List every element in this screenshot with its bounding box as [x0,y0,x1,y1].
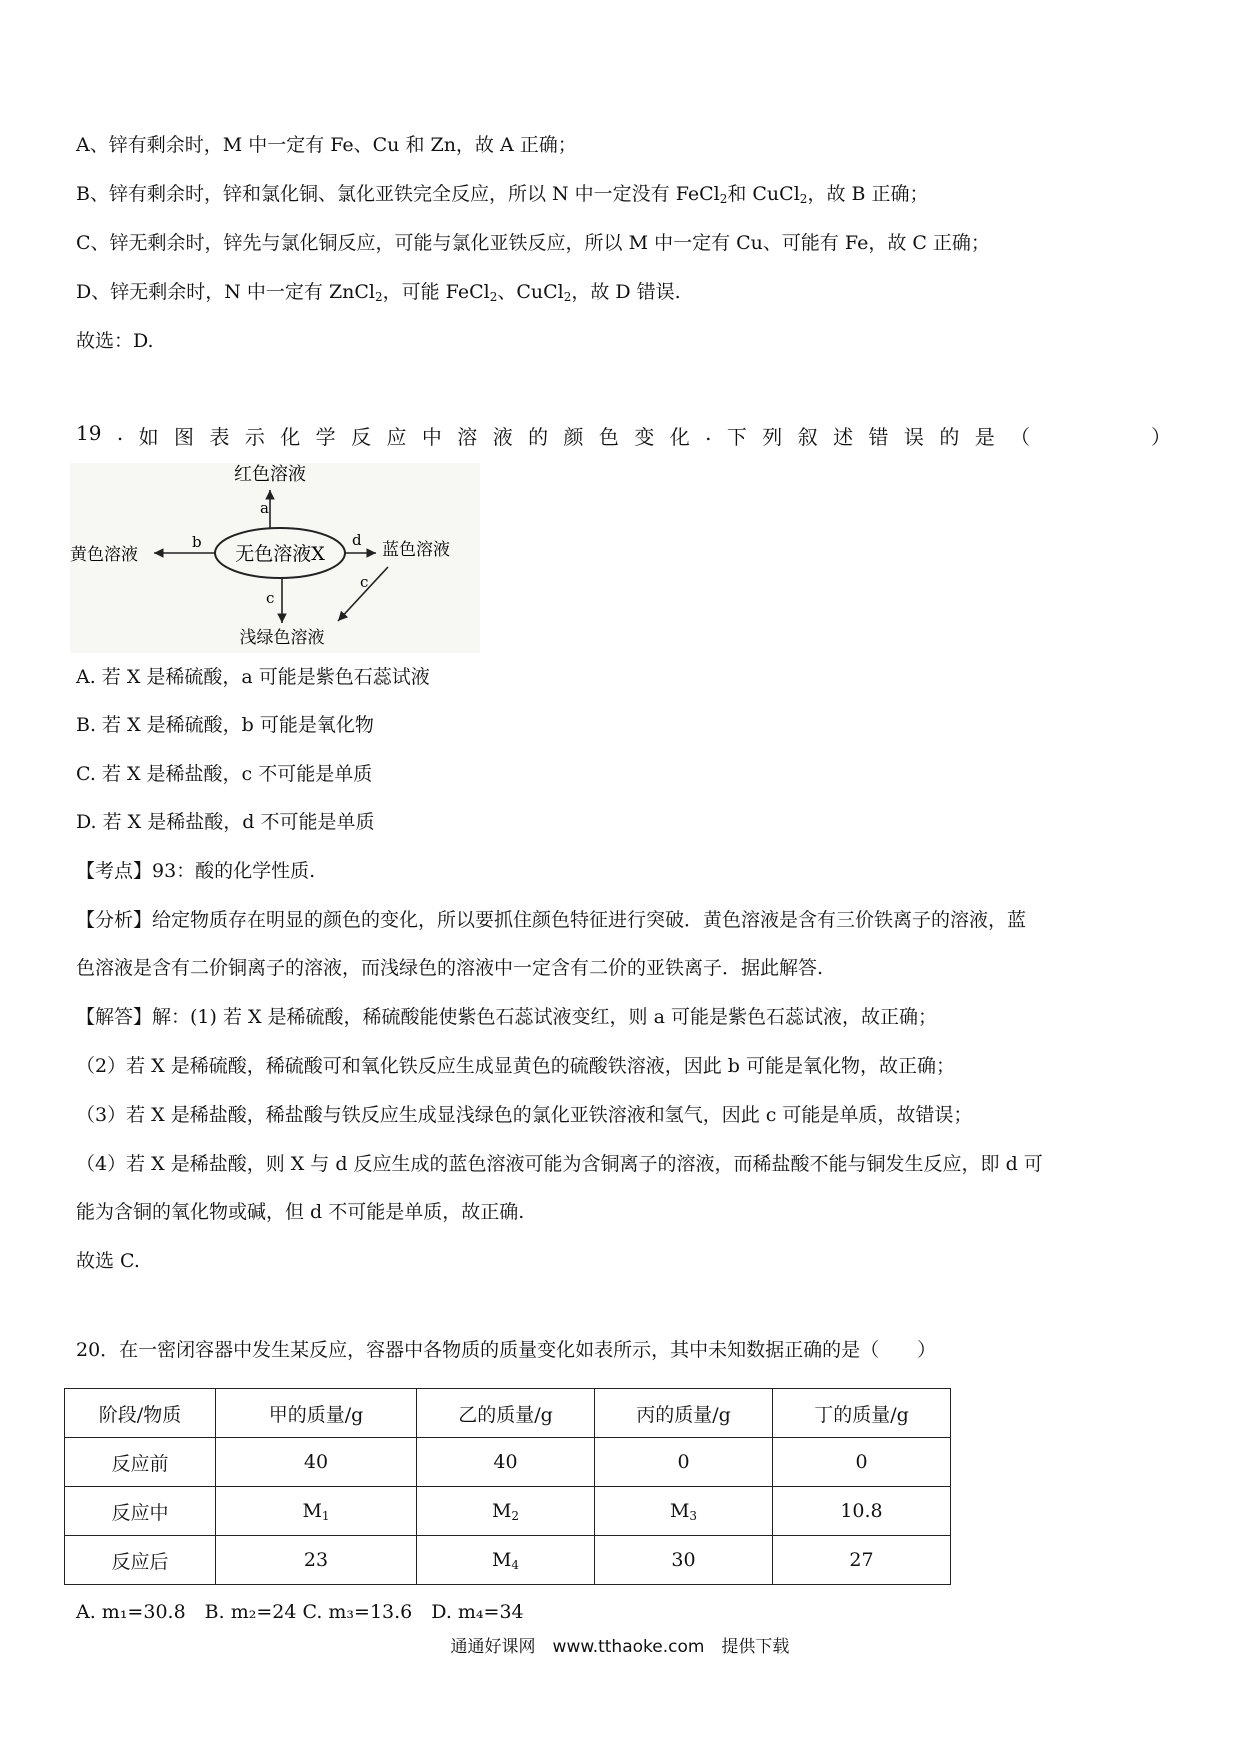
table-cell: 反应前 [65,1438,216,1487]
q19-jieda-4: （4）若 X 是稀盐酸，则 X 与 d 反应生成的蓝色溶液可能为含铜离子的溶液，而稀盐酸不能与铜发生反应，即 d 可 [76,1153,1043,1175]
q20-options: A. m₁=30.8 B. m₂=24 C. m₃=13.6 D. m₄=34 [76,1601,524,1623]
right-label: 蓝色溶液 [382,540,450,560]
table-cell: 40 [216,1438,417,1487]
q19-option-c: C. 若 X 是稀盐酸，c 不可能是单质 [76,763,373,785]
center-label: 无色溶液X [235,543,325,565]
mass-table [64,1388,951,1585]
question-19-stem: 19 . 如 图 表 示 化 学 反 应 中 溶 液 的 颜 色 变 化 . 下 列 叙 述 错 误 的 是 （ ） [76,421,1171,449]
answer-option-b: B、锌有剩余时，锌和氯化铜、氯化亚铁完全反应，所以 N 中一定没有 FeCl$_2$和 CuCl$_2$，故 B 正确； [76,183,929,206]
bottom-label: 浅绿色溶液 [239,628,325,648]
table-header-cell: 丙的质量/g [595,1389,773,1438]
table-row [65,1536,951,1585]
table-header-cell: 甲的质量/g [216,1389,417,1438]
table-cell: 反应中 [65,1487,216,1536]
table-cell: 40 [417,1438,595,1487]
q19-choice: 故选 C. [76,1250,140,1272]
q19-jieda-2: （2）若 X 是稀硫酸，稀硫酸可和氧化铁反应生成显黄色的硫酸铁溶液，因此 b 可能是氧化物，故正确； [76,1055,955,1077]
table-cell: $M_1$ [216,1487,417,1536]
q19-jieda-5: 能为含铜的氧化物或碱，但 d 不可能是单质，故正确. [76,1201,525,1223]
table-row [65,1487,951,1536]
label-b: b [192,533,202,551]
q19-fenxi-1: 【分析】给定物质存在明显的颜色的变化，所以要抓住颜色特征进行突破．黄色溶液是含有三价铁离子的溶液，蓝 [76,909,1027,931]
left-label: 黄色溶液 [70,545,138,565]
q19-option-d: D. 若 X 是稀盐酸，d 不可能是单质 [76,811,375,833]
top-label: 红色溶液 [234,464,306,485]
table-cell: 0 [595,1438,773,1487]
q19-jieda-1: 【解答】解：(1) 若 X 是稀硫酸，稀硫酸能使紫色石蕊试液变红，则 a 可能是紫色石蕊试液，故正确； [76,1006,937,1028]
table-cell: $M_2$ [417,1487,595,1536]
table-header-cell: 乙的质量/g [417,1389,595,1438]
answer-option-c: C、锌无剩余时，锌先与氯化铜反应，可能与氯化亚铁反应，所以 M 中一定有 Cu、可能有 Fe，故 C 正确； [76,232,990,254]
q19-kaodian: 【考点】93：酸的化学性质. [76,860,316,882]
label-d: d [352,531,362,549]
table-cell: 27 [773,1536,951,1585]
q19-jieda-3: （3）若 X 是稀盐酸，稀盐酸与铁反应生成显浅绿色的氯化亚铁溶液和氢气，因此 c 可能是单质，故错误； [76,1104,973,1126]
question-20-stem: 20．在一密闭容器中发生某反应，容器中各物质的质量变化如表所示，其中未知数据正确的是（ ） [76,1339,937,1361]
table-cell: 0 [773,1438,951,1487]
label-a: a [260,499,269,517]
answer-option-d: D、锌无剩余时，N 中一定有 ZnCl$_2$，可能 FeCl$_2$、CuCl$_2$，故 D 错误. [76,281,681,304]
table-header-cell: 丁的质量/g [773,1389,951,1438]
label-c-right: c [360,573,369,591]
q19-option-b: B. 若 X 是稀硫酸，b 可能是氧化物 [76,714,374,736]
table-header-cell: 阶段/物质 [65,1389,216,1438]
answer-choice: 故选：D. [76,330,154,352]
q19-fenxi-2: 色溶液是含有二价铜离子的溶液，而浅绿色的溶液中一定含有二价的亚铁离子．据此解答. [76,957,824,979]
label-c-center: c [266,589,275,607]
table-cell: 23 [216,1536,417,1585]
table-cell: $M_4$ [417,1536,595,1585]
table-cell: 10.8 [773,1487,951,1536]
page-footer: 通通好课网 www.tthaoke.com 提供下载 [450,1637,790,1657]
table-cell: $M_3$ [595,1487,773,1536]
table-header-row [65,1389,951,1438]
color-change-diagram [70,463,480,653]
q19-option-a: A. 若 X 是稀硫酸，a 可能是紫色石蕊试液 [76,666,430,688]
table-cell: 30 [595,1536,773,1585]
table-cell: 反应后 [65,1536,216,1585]
table-row [65,1438,951,1487]
answer-option-a: A、锌有剩余时，M 中一定有 Fe、Cu 和 Zn，故 A 正确； [76,134,577,156]
